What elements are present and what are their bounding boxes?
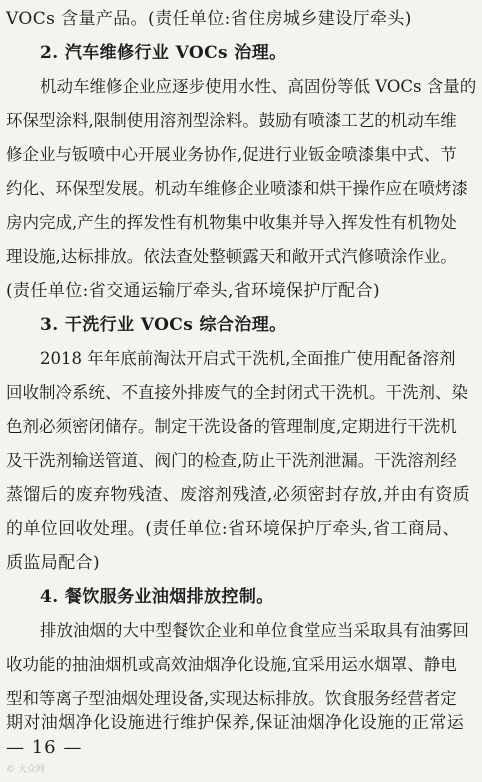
body-line: 色剂必须密闭储存。制定干洗设备的管理制度,定期进行干洗机 <box>6 417 457 436</box>
body-line: 的单位回收处理。(责任单位:省环境保护厅牵头,省工商局、 <box>6 519 460 539</box>
body-line: 房内完成,产生的挥发性有机物集中收集并导入挥发性有机物处 <box>6 213 457 232</box>
section-heading-dry-cleaning: 3. 干洗行业 VOCs 综合治理。 <box>40 315 287 335</box>
body-line: 理设施,达标排放。依法查处整顿露天和敞开式汽修喷涂作业。 <box>6 247 457 266</box>
body-line: 蒸馏后的废弃物残渣、废溶剂残渣,必须密封存放,并由有资质 <box>6 485 471 505</box>
body-line: 及干洗剂输送管道、阀门的检查,防止干洗剂泄漏。干洗溶剂经 <box>6 451 457 470</box>
body-line: 修企业与钣喷中心开展业务协作,促进行业钣金喷漆集中式、节 <box>6 145 457 164</box>
body-line: 型和等离子型油烟处理设备,实现达标排放。饮食服务经营者定 <box>6 689 457 708</box>
section-heading-auto-repair: 2. 汽车维修行业 VOCs 治理。 <box>40 43 287 63</box>
body-line: 排放油烟的大中型餐饮企业和单位食堂应当采取具有油雾回 <box>40 621 469 640</box>
section-heading-catering: 4. 餐饮服务业油烟排放控制。 <box>40 587 274 607</box>
body-line: 期对油烟净化设施进行维护保养,保证油烟净化设施的正常运 <box>6 713 465 733</box>
body-line: 机动车维修企业应逐步使用水性、高固份等低 VOCs 含量的 <box>40 77 477 96</box>
body-line: 2018 年年底前淘汰开启式干洗机,全面推广使用配备溶剂 <box>40 349 456 368</box>
body-line: (责任单位:省交通运输厅牵头,省环境保护厅配合) <box>6 281 380 301</box>
page-number: — 16 — <box>6 737 83 758</box>
body-line: 回收制冷系统、不直接外排废气的全封闭式干洗机。干洗剂、染 <box>6 383 468 402</box>
body-line: 环保型涂料,限制使用溶剂型涂料。鼓励有喷漆工艺的机动车维 <box>6 111 457 130</box>
body-line: VOCs 含量产品。(责任单位:省住房城乡建设厅牵头) <box>6 9 412 29</box>
watermark: © 大众网 <box>6 765 45 775</box>
body-line: 质监局配合) <box>6 553 101 573</box>
body-line: 约化、环保型发展。机动车维修企业喷漆和烘干操作应在喷烤漆 <box>6 179 468 198</box>
body-line: 收功能的抽油烟机或高效油烟净化设施,宜采用运水烟罩、静电 <box>6 655 457 674</box>
